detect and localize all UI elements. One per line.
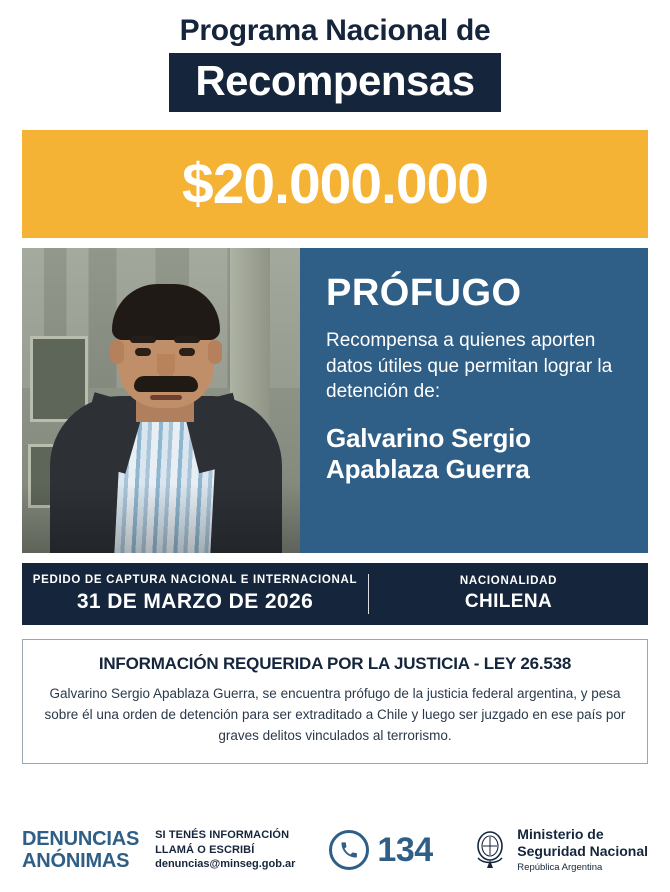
nationality-label: NACIONALIDAD [459,574,558,587]
ministry-line-3: República Argentina [517,861,603,873]
fugitive-name-line2: Apablaza Guerra [326,454,530,485]
contact-line-1: SI TENÉS INFORMACIÓN [155,828,290,841]
nationality-column [369,575,648,614]
phone-icon [329,830,369,870]
contact-instructions [155,828,295,873]
photo-person-eye-right [179,348,195,356]
legal-info-body: Galvarino Sergio Apablaza Guerra, se encuentra prófugo de la justicia federal argentina, y pesa sobre él una orden de detención para ser extraditado a Chile y luego ser juzgado en ese país por graves delitos vinculados al terrorismo. [44,686,626,743]
hotline-block[interactable] [329,830,432,870]
hotline-number: 134 [377,831,433,870]
photo-person-mouth [150,395,182,400]
contact-email[interactable]: denuncias@minseg.gob.ar [155,858,296,871]
strip-divider [368,574,369,614]
photo-person-brow-right [174,336,200,343]
capture-order-strip [22,563,648,625]
ministry-line-2: Seguridad Nacional [517,842,648,859]
anonymous-tips-line2: ANÓNIMAS [22,850,130,873]
fugitive-photo [22,248,300,553]
poster-header [22,0,648,112]
photo-person-ear-right [208,340,222,364]
program-title-line1: Programa Nacional de [179,14,491,47]
legal-info-title: INFORMACIÓN REQUERIDA POR LA JUSTICIA - LEY 26.538 [98,654,572,674]
legal-info-box [22,639,648,764]
program-title-badge-wrap [22,53,648,112]
fugitive-name [326,423,626,485]
photo-person-eye-left [135,348,151,356]
nationality-value: CHILENA [464,591,553,613]
ministry-text [517,826,648,874]
capture-order-label: PEDIDO DE CAPTURA NACIONAL E INTERNACIONAL [32,573,358,586]
ministry-crest-icon [471,829,509,871]
anonymous-tips-line1: DENUNCIAS [22,827,140,850]
photo-person-mustache [134,376,198,392]
reward-description: Recompensa a quienes aporten datos útiles que permitan lograr la detención de: [326,330,613,403]
ministry-logo [471,826,648,874]
photo-person-ear-left [110,340,124,364]
photo-person-brow-left [130,336,156,343]
reward-amount-band [22,130,648,238]
reward-amount: $20.000.000 [182,151,488,216]
capture-order-date: 31 DE MARZO DE 2026 [76,590,314,614]
poster-footer [22,826,648,874]
fugitive-block [22,248,648,553]
contact-line-2: LLAMÁ O ESCRIBÍ [155,843,255,856]
fugitive-info-panel [300,248,648,553]
photo-person-nose [157,354,175,378]
anonymous-tips-title [22,828,139,873]
photo-vignette [22,483,300,553]
status-badge: PRÓFUGO [326,272,522,315]
fugitive-name-line1: Galvarino Sergio [326,423,531,454]
capture-order-column [22,574,368,615]
ministry-line-1: Ministerio de [517,826,604,843]
program-title-line2: Recompensas [169,53,500,112]
